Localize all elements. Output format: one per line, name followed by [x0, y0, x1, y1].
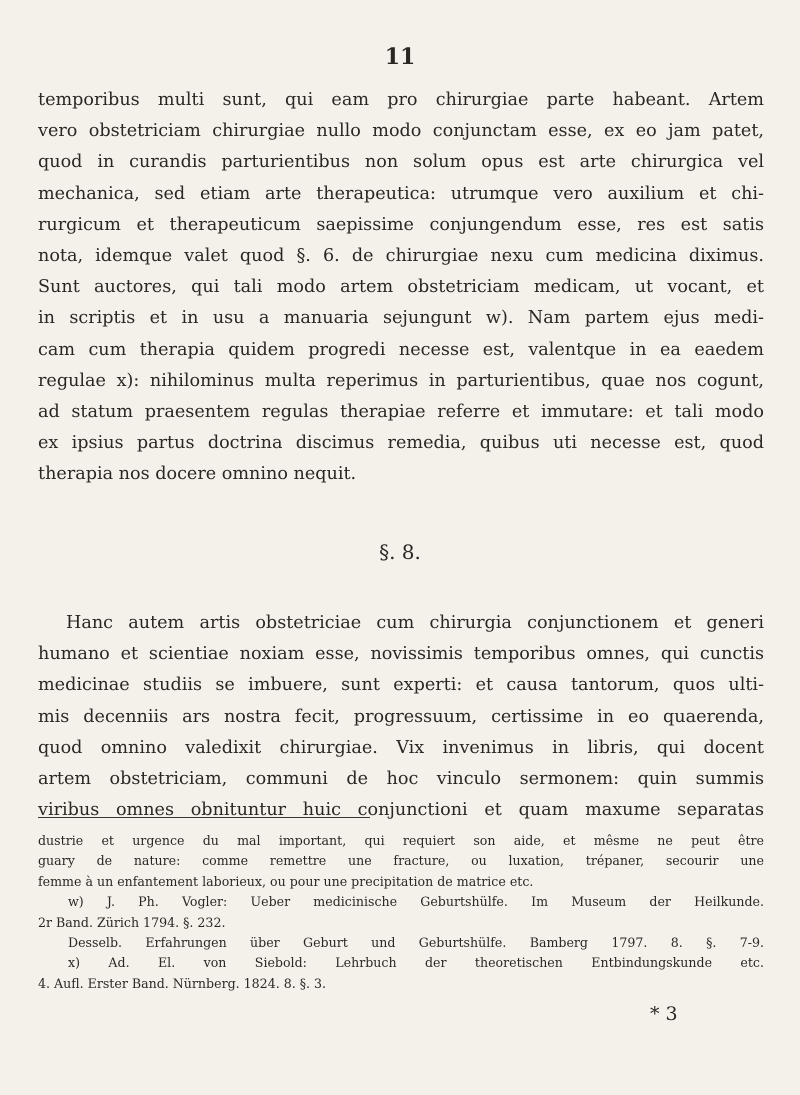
text-line: medicinae studiis se imbuere, sunt experti: et causa tantorum, quos ulti-: [38, 675, 764, 696]
footnote-line: w) J. Ph. Vogler: Ueber medicinische Geburtshülfe. Im Museum der Heilkunde.: [68, 894, 764, 910]
text-line: viribus omnes obnituntur huic conjunctioni et quam maxume separatas: [38, 800, 764, 821]
footnote-divider: [38, 817, 370, 818]
text-line: artem obstetriciam, communi de hoc vinculo sermonem: quin summis: [38, 769, 764, 790]
footnote-line: femme à un enfantement laborieux, ou pour une precipitation de matrice etc.: [38, 873, 534, 889]
paragraph-2: [38, 608, 764, 826]
footnote-line: 2r Band. Zürich 1794. §. 232.: [38, 914, 226, 930]
text-line: quod in curandis parturientibus non solum opus est arte chirurgica vel: [38, 152, 764, 173]
text-line: Sunt auctores, qui tali modo artem obstetriciam medicam, ut vocant, et: [38, 277, 764, 298]
text-line: cam cum therapia quidem progredi necesse est, valentque in ea eaedem: [38, 339, 764, 360]
text-line: vero obstetriciam chirurgiae nullo modo conjunctam esse, ex eo jam patet,: [38, 121, 764, 142]
page-number: 11: [384, 44, 416, 70]
text-line: quod omnino valedixit chirurgiae. Vix invenimus in libris, qui docent: [38, 737, 764, 758]
text-line: nota, idemque valet quod §. 6. de chirurgiae nexu cum medicina diximus.: [38, 246, 764, 267]
text-line: mechanica, sed etiam arte therapeutica: utrumque vero auxilium et chi-: [38, 183, 764, 204]
text-line: ex ipsius partus doctrina discimus remedia, quibus uti necesse est, quod: [38, 433, 764, 454]
footnotes: [38, 831, 764, 994]
text-line: in scriptis et in usu a manuaria sejungunt w). Nam partem ejus medi-: [38, 308, 764, 329]
footnote-line: Desselb. Erfahrungen über Geburt und Geburtshülfe. Bamberg 1797. 8. §. 7-9.: [68, 935, 764, 951]
text-line: humano et scientiae noxiam esse, novissimis temporibus omnes, qui cunctis: [38, 644, 764, 665]
text-line: mis decenniis ars nostra fecit, progressuum, certissime in eo quaerenda,: [38, 706, 764, 727]
text-line: therapia nos docere omnino nequit.: [38, 464, 357, 485]
footnote-line: x) Ad. El. von Siebold: Lehrbuch der theoretischen Entbindungskunde etc.: [68, 955, 764, 971]
section-heading: §. 8.: [379, 540, 421, 564]
paragraph-1: [38, 85, 764, 491]
text-line: ad statum praesentem regulas therapiae referre et immutare: et tali modo: [38, 402, 764, 423]
text-line: temporibus multi sunt, qui eam pro chirurgiae parte habeant. Artem: [38, 90, 764, 110]
signature-mark: * 3: [650, 1003, 678, 1025]
footnote-line: 4. Aufl. Erster Band. Nürnberg. 1824. 8. §. 3.: [38, 975, 327, 991]
text-line: rurgicum et therapeuticum saepissime conjungendum esse, res est satis: [38, 214, 764, 235]
text-line: regulae x): nihilominus multa reperimus in parturientibus, quae nos cogunt,: [38, 370, 764, 391]
text-line: Hanc autem artis obstetriciae cum chirurgia conjunctionem et generi: [66, 613, 764, 633]
footnote-line: guary de nature: comme remettre une fracture, ou luxation, trépaner, secourir une: [38, 853, 764, 869]
footnote-line: dustrie et urgence du mal important, qui requiert son aide, et mêsme ne peut être: [38, 833, 764, 848]
